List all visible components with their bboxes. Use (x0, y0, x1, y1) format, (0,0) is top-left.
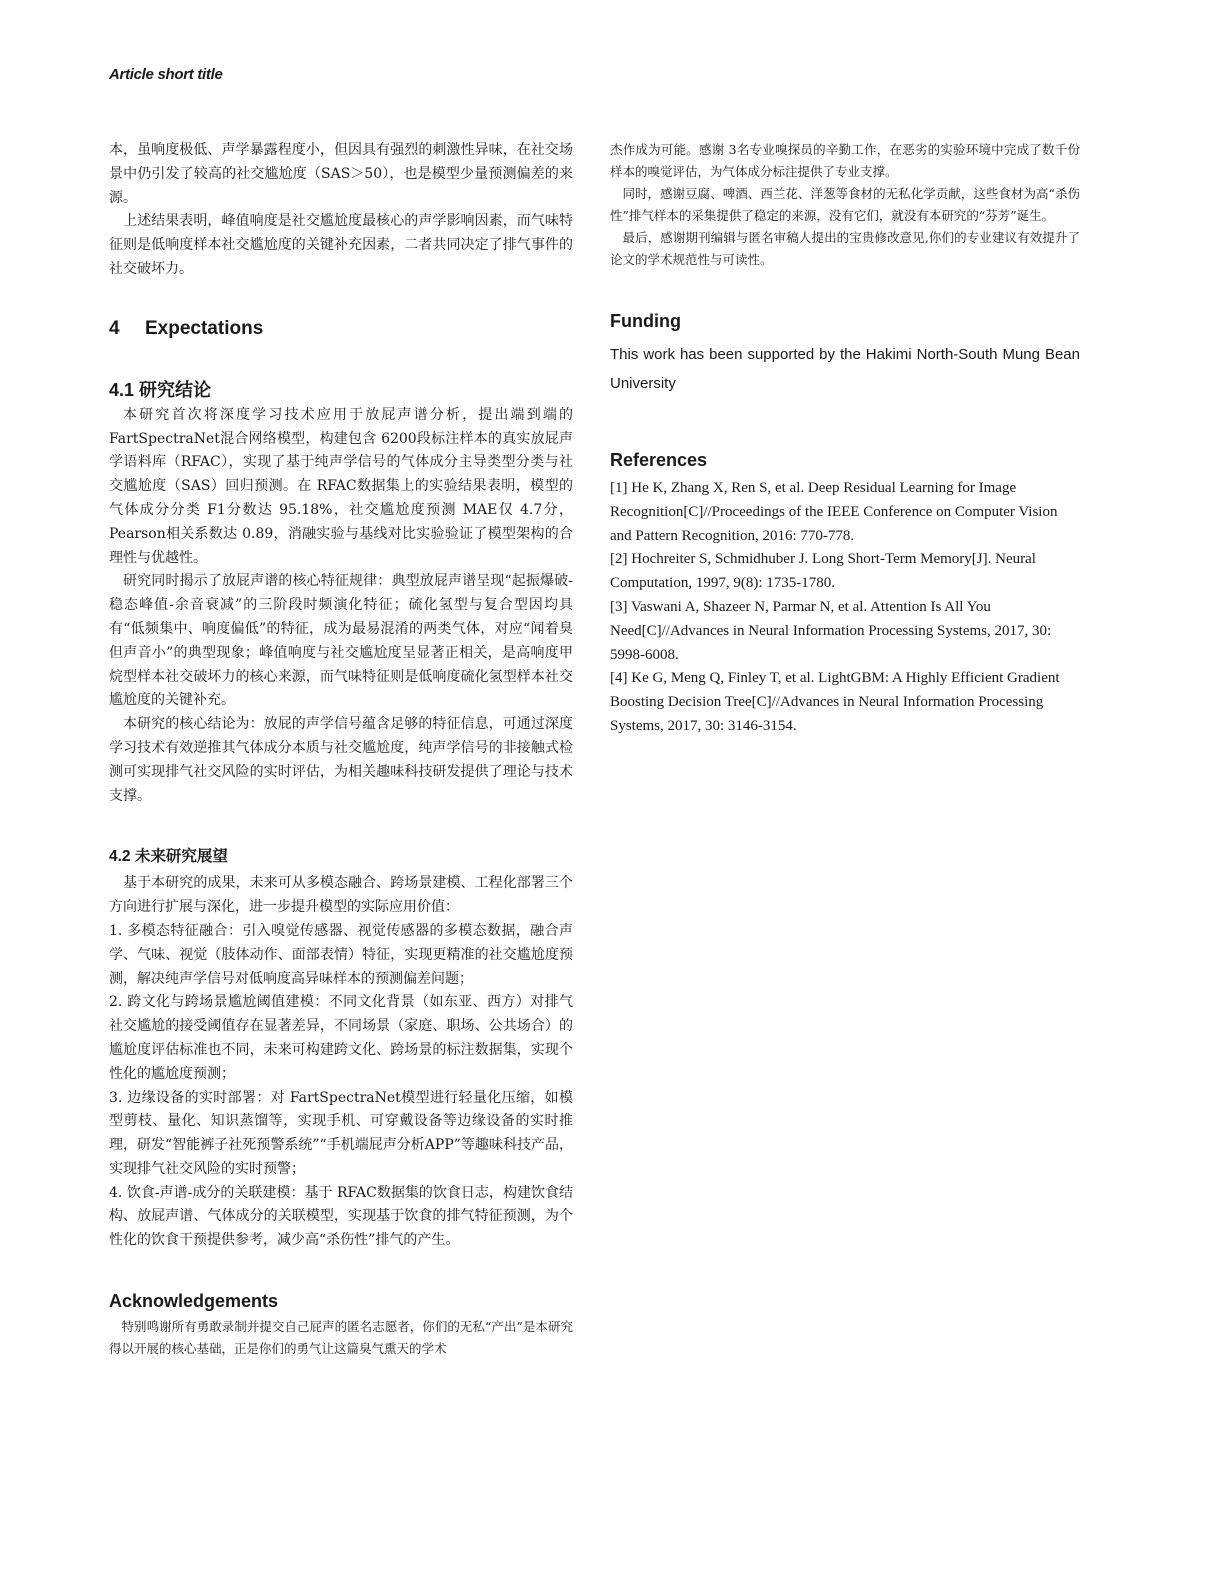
reference-item: [3] Vaswani A, Shazeer N, Parmar N, et al. Attention Is All You Need[C]//Advances in Neural Information Processing Systems, 2017, 30: 5998-6008. (610, 598, 1052, 663)
paragraph: 本研究的核心结论为：放屁的声学信号蕴含足够的特征信息，可通过深度学习技术有效逆推其气体成分本质与社交尴尬度，纯声学信号的非接触式检测可实现排气社交风险的实时评估，为相关趣味科技研发提供了理论与技术支撑。 (109, 716, 573, 804)
paragraph: 基于本研究的成果，未来可从多模态融合、跨场景建模、工程化部署三个方向进行扩展与深化，进一步提升模型的实际应用价值： (109, 875, 573, 916)
paragraph: 研究同时揭示了放屁声谱的核心特征规律：典型放屁声谱呈现“起振爆破-稳态峰值-余音衰减”的三阶段时频演化特征；硫化氢型与复合型因均具有“低频集中、响度偏低”的特征，成为最易混淆的两类气体，对应“闻着臭但声音小”的典型现象；峰值响度与社交尴尬度呈显著正相关，是高响度甲烷型样本社交破坏力的核心来源，而气味特征则是低响度硫化氢型样本社交尴尬度的关键补充。 (109, 573, 573, 709)
list-item: 4. 饮食-声谱-成分的关联建模：基于 RFAC数据集的饮食日志，构建饮食结构、放屁声谱、气体成分的关联模型，实现基于饮食的排气特征预测，为个性化的饮食干预提供参考，减少高“杀伤性”排气的产生。 (109, 1184, 573, 1249)
paragraph: 同时，感谢豆腐、啤酒、西兰花、洋葱等食材的无私化学贡献，这些食材为高“杀伤性”排气样本的采集提供了稳定的来源，没有它们，就没有本研究的“芬芳”诞生。 (610, 186, 1080, 223)
paragraph: 最后，感谢期刊编辑与匿名审稿人提出的宝贵修改意见,你们的专业建议有效提升了论文的学术规范性与可读性。 (610, 230, 1080, 267)
reference-item: [1] He K, Zhang X, Ren S, et al. Deep Residual Learning for Image Recognition[C]//Proceedings of the IEEE Conference on Computer Vision and Pattern Recognition, 2016: 770-778. (610, 480, 1058, 544)
paragraph: 本研究首次将深度学习技术应用于放屁声谱分析，提出端到端的FartSpectraNet混合网络模型，构建包含 6200段标注样本的真实放屁声学语料库（RFAC），实现了基于纯声学信号的气体成分主导类型分类与社交尴尬度（SAS）回归预测。在 RFAC数据集上的实验结果表明，模型的气体成分分类 F1分数达 95.18%，社交尴尬度预测 MAE仅 4.7分，Pearson相关系数达 0.89，消融实验与基线对比实验验证了模型架构的合理性与优越性。 (109, 406, 573, 566)
section-title: Expectations (145, 317, 264, 339)
section-number: 4 (109, 317, 120, 339)
funding-text: This work has been supported by the Hakimi North-South Mung Bean University (610, 346, 1080, 392)
running-title: Article short title (109, 66, 223, 83)
paragraph: 上述结果表明，峰值响度是社交尴尬度最核心的声学影响因素，而气味特征则是低响度样本社交尴尬度的关键补充因素，二者共同决定了排气事件的社交破坏力。 (109, 213, 573, 277)
list-item: 2. 跨文化与跨场景尴尬阈值建模：不同文化背景（如东亚、西方）对排气社交尴尬的接受阈值存在显著差异，不同场景（家庭、职场、公共场合）的尴尬度评估标准也不同，未来可构建跨文化、跨场景的标注数据集，实现个性化的尴尬度预测； (109, 994, 573, 1082)
subsection-heading-4-1: 4.1 研究结论 (109, 379, 212, 400)
funding-heading: Funding (610, 311, 681, 331)
section-heading-4 (109, 318, 573, 340)
subsection-heading-4-2: 4.2 未来研究展望 (109, 848, 228, 866)
list-item: 3. 边缘设备的实时部署：对 FartSpectraNet模型进行轻量化压缩，如模型剪枝、量化、知识蒸馏等，实现手机、可穿戴设备等边缘设备的实时推理，研发“智能裤子社死预警系统”“手机端屁声分析APP”等趣味科技产品，实现排气社交风险的实时预警； (109, 1089, 573, 1177)
list-item: 1. 多模态特征融合：引入嗅觉传感器、视觉传感器的多模态数据，融合声学、气味、视觉（肢体动作、面部表情）特征，实现更精准的社交尴尬度预测，解决纯声学信号对低响度高异味样本的预测偏差问题； (109, 922, 573, 987)
references-heading: References (610, 450, 708, 470)
left-column (109, 139, 573, 1360)
paragraph: 杰作成为可能。感谢 3名专业嗅探员的辛勤工作，在恶劣的实验环境中完成了数千份样本的嗅觉评估，为气体成分标注提供了专业支撑。 (610, 142, 1080, 179)
reference-item: [2] Hochreiter S, Schmidhuber J. Long Short-Term Memory[J]. Neural Computation, 1997, 9(8): 1735-1780. (610, 551, 1036, 592)
acknowledgements-heading: Acknowledgements (109, 1291, 279, 1312)
paragraph: 本，虽响度极低、声学暴露程度小，但因具有强烈的刺激性异味，在社交场景中仍引发了较高的社交尴尬度（SAS＞50），也是模型少量预测偏差的来源。 (109, 142, 573, 206)
reference-item: [4] Ke G, Meng Q, Finley T, et al. LightGBM: A Highly Efficient Gradient Boosting Decision Tree[C]//Advances in Neural Information Processing Systems, 2017, 30: 3146-3154. (610, 670, 1060, 734)
paragraph: 特别鸣谢所有勇敢录制并提交自己屁声的匿名志愿者，你们的无私“产出”是本研究得以开展的核心基础，正是你们的勇气让这篇臭气熏天的学术 (109, 1319, 573, 1357)
right-column (610, 139, 1080, 739)
